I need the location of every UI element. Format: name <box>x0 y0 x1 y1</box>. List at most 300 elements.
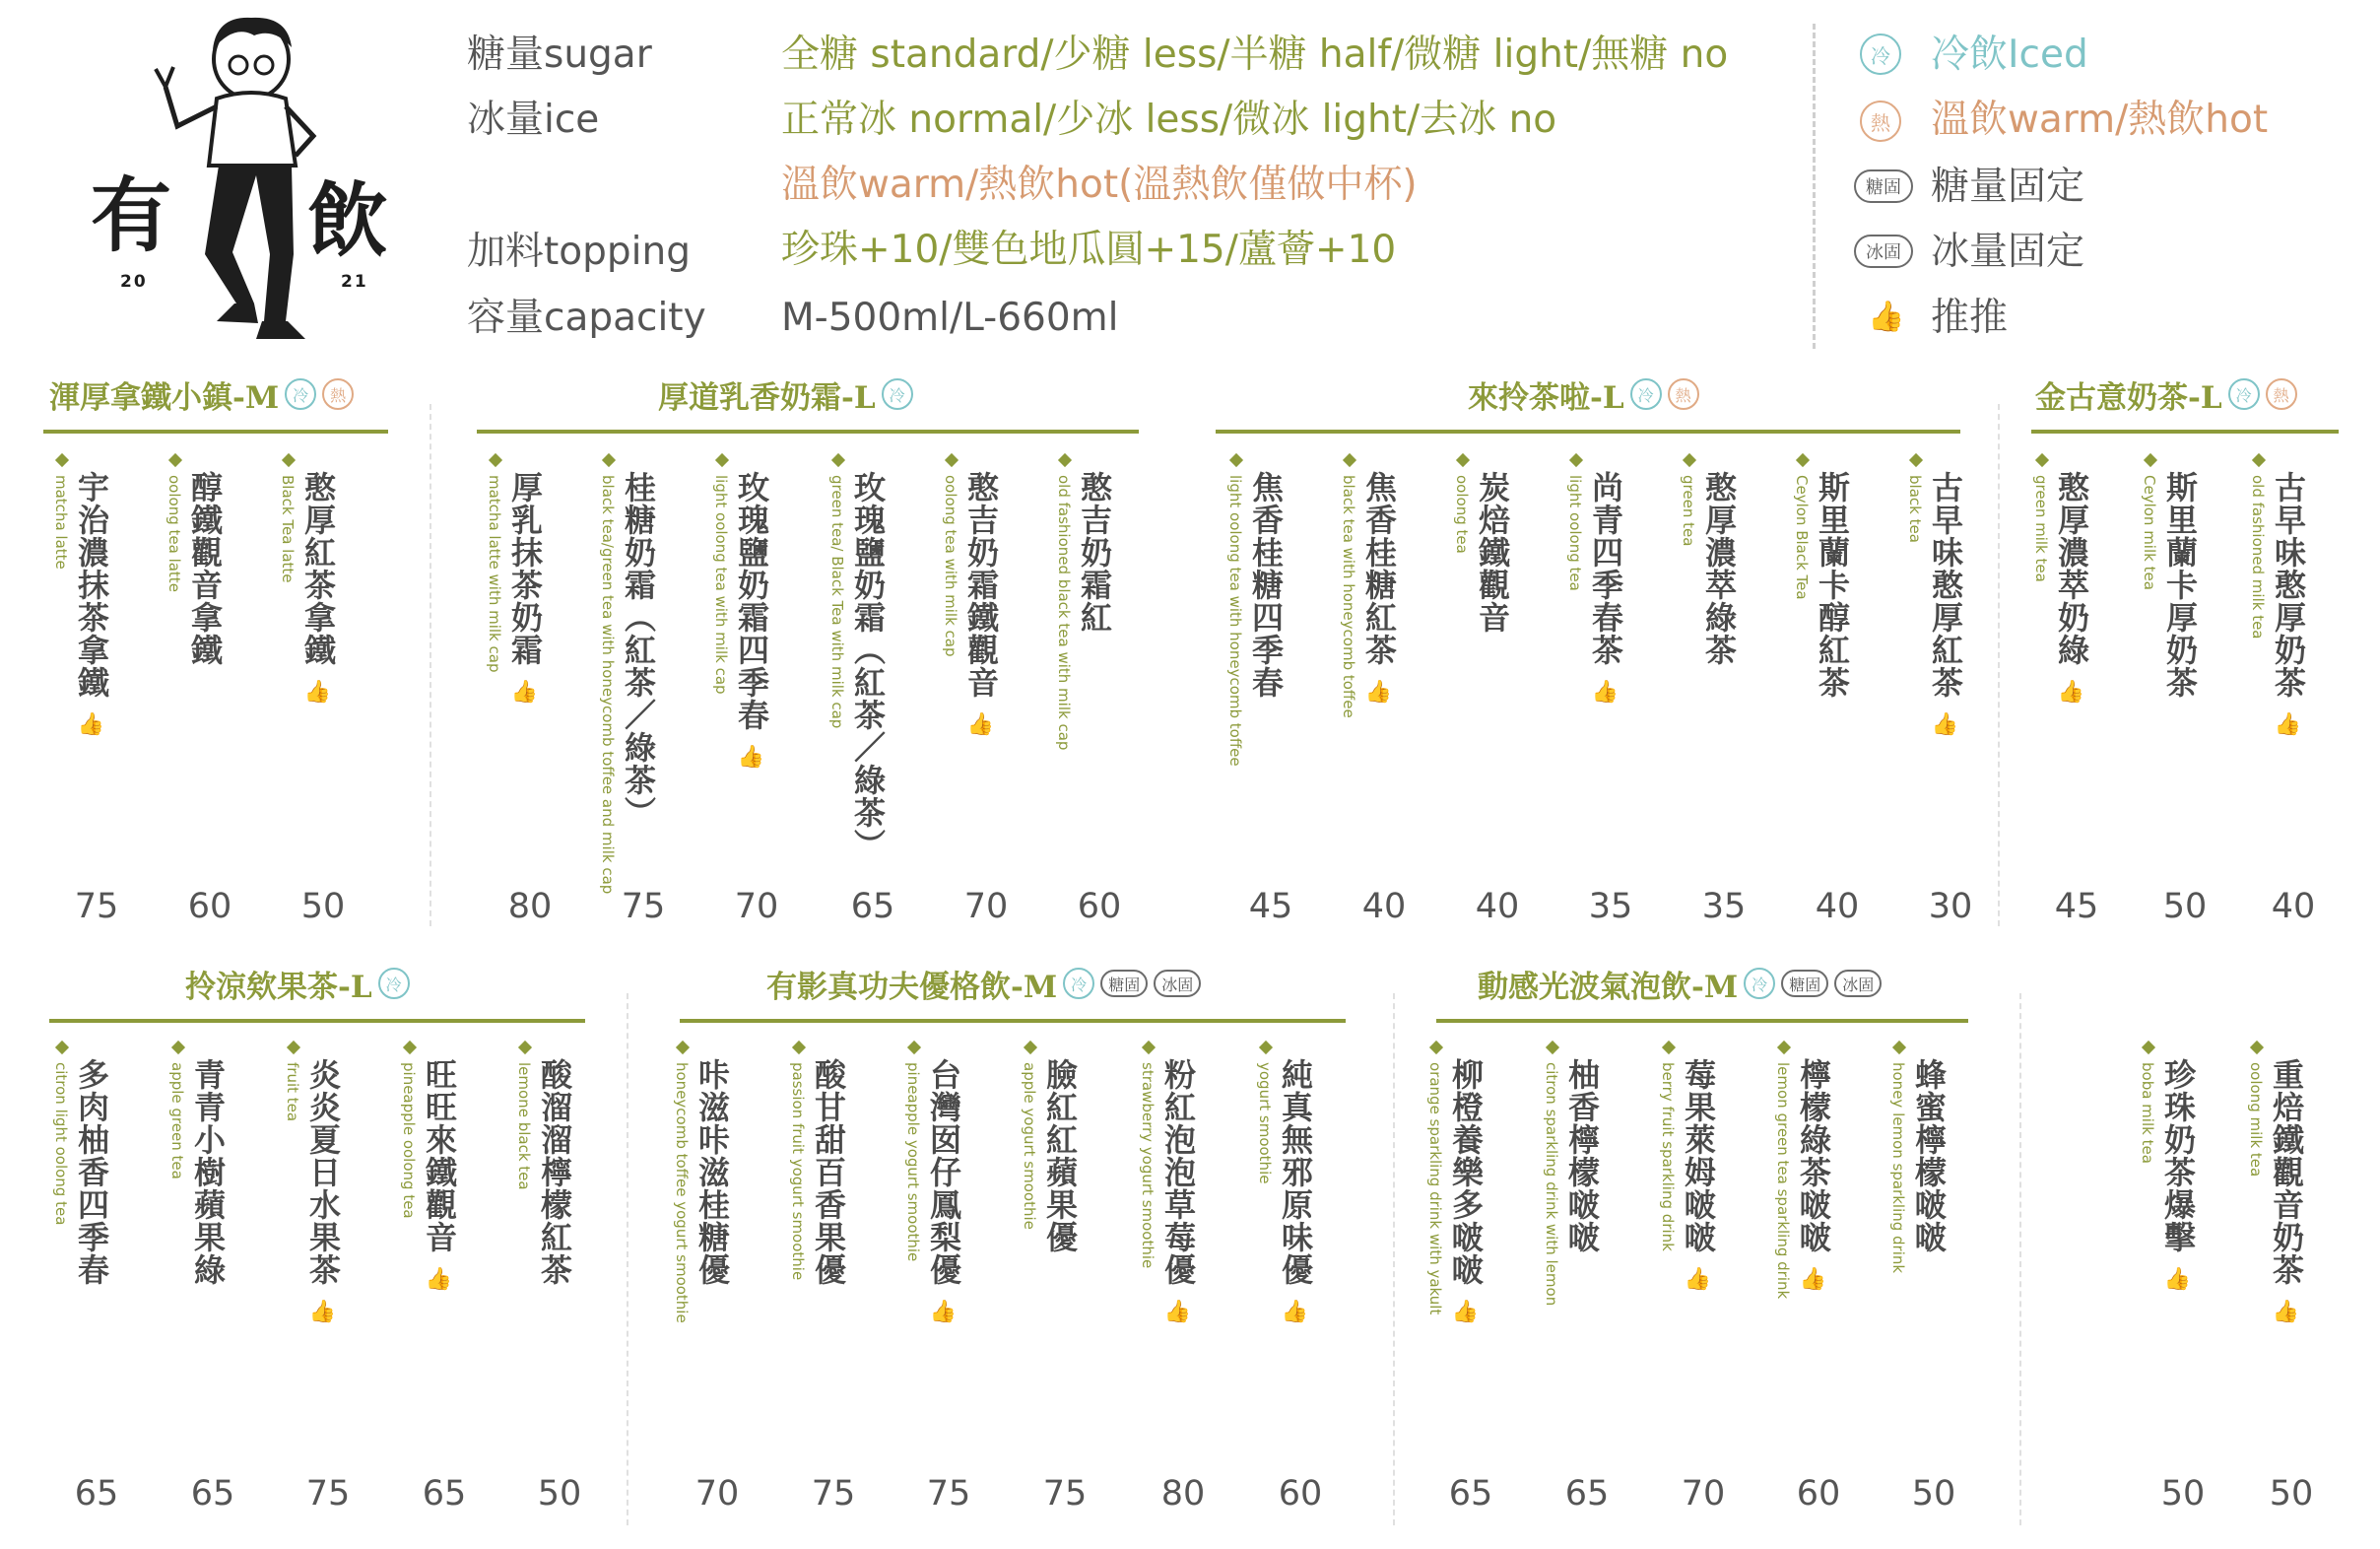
ice-fixed-icon: 冰固 <box>1834 970 1882 997</box>
bullet-icon <box>2144 453 2157 467</box>
section-rule <box>1436 1019 1968 1023</box>
menu-item <box>1773 1043 1864 1514</box>
item-chinese-name <box>1563 1058 1601 1253</box>
item-price: 50 <box>1911 1474 1956 1514</box>
item-english-name: strawberry yogurt smoothie <box>1139 1062 1157 1269</box>
menu-item <box>903 1043 994 1514</box>
bullet-icon <box>1546 1041 1559 1054</box>
item-name-text: 炎炎夏日水果茶 <box>304 1058 342 1286</box>
item-english-name: pineapple yogurt smoothie <box>904 1062 922 1262</box>
item-chinese-name <box>73 1058 110 1286</box>
bullet-icon <box>945 453 959 467</box>
item-chinese-name <box>2161 471 2199 699</box>
item-name-text: 斯里蘭卡厚奶茶 <box>2161 471 2199 699</box>
column-divider <box>2019 993 2021 1525</box>
item-english-name: honeycomb toffee yogurt smoothie <box>673 1062 691 1323</box>
info-label-capacity: 容量capacity <box>467 296 706 340</box>
cold-icon: 冷 <box>378 968 410 999</box>
bullet-icon <box>1569 453 1583 467</box>
item-name-text: 玫瑰鹽奶霜四季春 <box>733 471 770 731</box>
item-english-name: oolong tea latte <box>165 475 183 592</box>
menu-item <box>283 1043 373 1514</box>
bullet-icon <box>2035 453 2049 467</box>
item-english-name: passion fruit yogurt smoothie <box>789 1062 807 1281</box>
item-chinese-name <box>1680 1058 1717 1299</box>
item-english-name: pineapple oolong tea <box>400 1062 418 1219</box>
menu-item <box>598 455 689 926</box>
menu-item <box>399 1043 490 1514</box>
thumbs-up-icon: 👍 <box>1799 1267 1828 1292</box>
sugar-fixed-icon: 糖固 <box>1100 970 1148 997</box>
item-name-text: 台灣囡仔鳳梨優 <box>925 1058 962 1286</box>
section-rule <box>1216 430 1960 434</box>
item-english-name: lemon green tea sparkling drink <box>1774 1062 1792 1300</box>
item-name-text: 厚乳抹茶奶霜 <box>506 471 544 666</box>
thumbs-up-icon: 👍 <box>737 745 766 770</box>
bullet-icon <box>831 453 845 467</box>
item-chinese-name <box>1474 471 1511 634</box>
thumbs-up-icon: 👍 <box>2057 680 2086 705</box>
bullet-icon <box>907 1041 921 1054</box>
item-name-text: 玫瑰鹽奶霜（紅茶／綠茶） <box>849 471 887 861</box>
menu-item <box>1225 455 1316 926</box>
bullet-icon <box>489 453 502 467</box>
item-price: 70 <box>1681 1474 1726 1514</box>
thumbs-up-icon: 👍 <box>1451 1300 1481 1324</box>
section-title: 有影真功夫優格飲-M <box>766 969 1058 1005</box>
item-chinese-name <box>925 1058 962 1331</box>
item-name-text: 莓果萊姆啵啵 <box>1680 1058 1717 1253</box>
item-chinese-name <box>1447 1058 1485 1331</box>
cold-icon: 冷 <box>1860 34 1901 75</box>
item-english-name: fruit tea <box>284 1062 301 1122</box>
item-price: 60 <box>1278 1474 1323 1514</box>
bullet-icon <box>2250 1041 2264 1054</box>
item-chinese-name <box>1587 471 1624 711</box>
bullet-icon <box>1259 1041 1273 1054</box>
bullet-icon <box>2252 453 2266 467</box>
item-chinese-name <box>186 471 224 666</box>
item-price: 65 <box>850 887 895 926</box>
cold-icon: 冷 <box>882 378 913 410</box>
thumbs-up-icon: 👍 <box>1931 712 1960 737</box>
bullet-icon <box>1429 1041 1443 1054</box>
section-title: 渾厚拿鐵小鎮-M <box>49 379 280 416</box>
item-price: 60 <box>1077 887 1122 926</box>
item-name-text: 重焙鐵觀音奶茶 <box>2268 1058 2305 1286</box>
item-price: 75 <box>811 1474 856 1514</box>
item-english-name: Ceylon milk tea <box>2141 475 2158 590</box>
item-name-text: 憨吉奶霜鐵觀音 <box>962 471 1000 699</box>
item-english-name: citron light oolong tea <box>52 1062 70 1226</box>
bullet-icon <box>1892 1041 1906 1054</box>
item-name-text: 柳橙養樂多啵啵 <box>1447 1058 1485 1286</box>
bullet-icon <box>403 1041 417 1054</box>
item-price: 40 <box>2271 887 2316 926</box>
warm-icon: 熱 <box>322 378 354 410</box>
legend-sugar-fixed-label: 糖量固定 <box>1931 165 2085 209</box>
section-header-sparkling <box>1478 962 1882 1005</box>
thumbs-up-icon: 👍 <box>303 680 333 705</box>
item-chinese-name <box>1927 471 1964 744</box>
thumbs-up-icon: 👍 <box>1281 1300 1310 1324</box>
item-chinese-name <box>620 471 657 829</box>
item-english-name: berry fruit sparkling drink <box>1659 1062 1677 1251</box>
item-english-name: apple yogurt smoothie <box>1021 1062 1038 1230</box>
column-divider <box>1393 993 1395 1525</box>
menu-item <box>1138 1043 1228 1514</box>
item-english-name: black tea/green tea with honeycomb toffee and milk cap <box>599 475 617 895</box>
item-price: 70 <box>734 887 779 926</box>
item-english-name: black tea <box>1906 475 1924 543</box>
item-chinese-name <box>1159 1058 1197 1331</box>
item-name-text: 咔滋咔滋桂糖優 <box>694 1058 731 1286</box>
menu-item <box>1255 1043 1346 1514</box>
item-chinese-name <box>849 471 887 861</box>
bullet-icon <box>282 453 296 467</box>
menu-item <box>788 1043 879 1514</box>
item-price: 65 <box>1448 1474 1493 1514</box>
bullet-icon <box>715 453 729 467</box>
menu-item <box>1425 1043 1516 1514</box>
menu-item <box>1542 1043 1632 1514</box>
item-name-text: 憨厚濃萃綠茶 <box>1700 471 1738 666</box>
info-value-temp: 溫飲warm/熱飲hot(溫熱飲僅做中杯) <box>781 163 1418 207</box>
item-price: 75 <box>74 887 119 926</box>
thumbs-up-icon: 👍 <box>2272 1300 2301 1324</box>
item-chinese-name <box>2053 471 2090 711</box>
menu-item <box>2246 1043 2337 1514</box>
info-label-ice: 冰量ice <box>467 98 600 142</box>
item-price: 60 <box>1796 1474 1841 1514</box>
thumbs-up-icon: 👍 <box>2274 712 2303 737</box>
item-name-text: 尚青四季春茶 <box>1587 471 1624 666</box>
info-value-ice: 正常冰 normal/少冰 less/微冰 light/去冰 no <box>781 98 1557 142</box>
section-title: 動感光波氣泡飲-M <box>1478 969 1739 1005</box>
menu-item <box>1905 455 1996 926</box>
item-chinese-name <box>1041 1058 1079 1253</box>
menu-item <box>2248 455 2339 926</box>
brand-logo <box>79 8 414 348</box>
menu-item <box>1339 455 1429 926</box>
item-price: 45 <box>2054 887 2099 926</box>
logo-year-left: 20 <box>120 272 148 292</box>
section-header-milk-cap <box>658 372 913 416</box>
item-english-name: black tea with honeycomb toffee <box>1340 475 1357 718</box>
item-name-text: 宇治濃抹茶拿鐵 <box>73 471 110 699</box>
item-english-name: Ceylon Black Tea <box>1793 475 1811 600</box>
item-price: 40 <box>1361 887 1407 926</box>
item-chinese-name <box>1910 1058 1948 1253</box>
item-name-text: 桂糖奶霜（紅茶／綠茶） <box>620 471 657 829</box>
bullet-icon <box>602 453 616 467</box>
info-label-sugar: 糖量sugar <box>467 33 652 77</box>
menu-item <box>1658 1043 1749 1514</box>
bullet-icon <box>1909 453 1923 467</box>
menu-item <box>1452 455 1543 926</box>
item-price: 30 <box>1928 887 1973 926</box>
section-header-milk-tea <box>2035 372 2297 416</box>
item-english-name: Black Tea latte <box>279 475 297 583</box>
item-chinese-name <box>2270 471 2307 744</box>
header-divider <box>1813 24 1816 349</box>
item-price: 65 <box>74 1474 119 1514</box>
menu-item <box>2031 455 2122 926</box>
cold-icon: 冷 <box>1630 378 1662 410</box>
item-chinese-name <box>810 1058 847 1286</box>
item-english-name: green tea <box>1680 475 1697 547</box>
item-chinese-name <box>536 1058 573 1286</box>
menu-item <box>1020 1043 1110 1514</box>
legend-recommend-label: 推推 <box>1931 296 2009 340</box>
item-price: 65 <box>1564 1474 1610 1514</box>
menu-item <box>1054 455 1145 926</box>
item-english-name: old fashioned milk tea <box>2249 475 2267 640</box>
cold-icon: 冷 <box>2228 378 2260 410</box>
item-price: 50 <box>2269 1474 2314 1514</box>
item-price: 65 <box>190 1474 235 1514</box>
menu-item <box>1565 455 1656 926</box>
item-chinese-name <box>73 471 110 744</box>
info-value-sugar: 全糖 standard/少糖 less/半糖 half/微糖 light/無糖 no <box>781 33 1729 77</box>
item-english-name: apple green tea <box>168 1062 186 1179</box>
thumbs-up-icon: 👍 <box>1364 680 1394 705</box>
item-chinese-name <box>2159 1058 2197 1299</box>
warm-icon: 熱 <box>1668 378 1699 410</box>
ice-fixed-icon: 冰固 <box>1854 235 1913 268</box>
item-chinese-name <box>299 471 337 711</box>
item-chinese-name <box>694 1058 731 1286</box>
item-price: 65 <box>422 1474 467 1514</box>
menu-item <box>167 1043 258 1514</box>
item-price: 40 <box>1475 887 1520 926</box>
bullet-icon <box>792 1041 806 1054</box>
item-chinese-name <box>2268 1058 2305 1331</box>
section-rule <box>2031 430 2339 434</box>
item-chinese-name <box>1360 471 1398 711</box>
column-divider <box>1998 404 2000 926</box>
item-chinese-name <box>1247 471 1285 699</box>
item-price: 50 <box>300 887 346 926</box>
item-chinese-name <box>189 1058 227 1286</box>
menu-item <box>672 1043 762 1514</box>
item-price: 35 <box>1701 887 1747 926</box>
item-english-name: light oolong tea with honeycomb toffee <box>1226 475 1244 767</box>
item-name-text: 斯里蘭卡醇紅茶 <box>1814 471 1851 699</box>
item-name-text: 酸甘甜百香果優 <box>810 1058 847 1286</box>
menu-item <box>1792 455 1883 926</box>
item-name-text: 酸溜溜檸檬紅茶 <box>536 1058 573 1286</box>
section-rule <box>680 1019 1346 1023</box>
item-price: 40 <box>1815 887 1860 926</box>
thumbs-up-icon: 👍 <box>510 680 540 705</box>
item-price: 50 <box>2162 887 2208 926</box>
menu-item <box>278 455 368 926</box>
bullet-icon <box>287 1041 300 1054</box>
thumbs-up-icon: 👍 <box>77 712 106 737</box>
item-english-name: citron sparkling drink with lemon <box>1543 1062 1560 1307</box>
item-english-name: orange sparkling drink with yakult <box>1426 1062 1444 1315</box>
bullet-icon <box>55 1041 69 1054</box>
thumbs-up-icon: 👍 <box>425 1267 454 1292</box>
cold-icon: 冷 <box>1063 968 1094 999</box>
item-name-text: 焦香桂糖四季春 <box>1247 471 1285 699</box>
item-price: 80 <box>507 887 553 926</box>
section-header-fruit-tea <box>185 962 410 1005</box>
thumbs-up-icon: 👍 <box>929 1300 959 1324</box>
section-title: 厚道乳香奶霜-L <box>658 379 876 416</box>
thumbs-up-icon: 👍 <box>1591 680 1620 705</box>
section-rule <box>43 430 388 434</box>
item-chinese-name <box>1076 471 1113 634</box>
item-name-text: 粉紅泡泡草莓優 <box>1159 1058 1197 1286</box>
item-name-text: 青青小樹蘋果綠 <box>189 1058 227 1286</box>
cold-icon: 冷 <box>285 378 316 410</box>
legend-cold-label: 冷飲Iced <box>1931 33 2088 77</box>
item-price: 70 <box>694 1474 740 1514</box>
item-chinese-name <box>1795 1058 1832 1299</box>
menu-item <box>485 455 575 926</box>
sugar-fixed-icon: 糖固 <box>1781 970 1828 997</box>
item-name-text: 炭焙鐵觀音 <box>1474 471 1511 634</box>
legend-warm-label: 溫飲warm/熱飲hot <box>1931 98 2269 142</box>
item-name-text: 珍珠奶茶爆擊 <box>2159 1058 2197 1253</box>
menu-item <box>51 455 142 926</box>
item-name-text: 臉紅紅蘋果優 <box>1041 1058 1079 1253</box>
section-rule <box>49 1019 585 1023</box>
item-chinese-name <box>1814 471 1851 699</box>
item-english-name: matcha latte with milk cap <box>486 475 503 673</box>
item-chinese-name <box>304 1058 342 1331</box>
menu-item <box>51 1043 142 1514</box>
bullet-icon <box>1058 453 1072 467</box>
section-header-yogurt <box>766 962 1201 1005</box>
bullet-icon <box>1229 453 1243 467</box>
bullet-icon <box>1662 1041 1676 1054</box>
menu-item <box>514 1043 605 1514</box>
menu-item <box>165 455 255 926</box>
item-chinese-name <box>1277 1058 1314 1331</box>
item-name-text: 旺旺來鐵觀音 <box>421 1058 458 1253</box>
item-price: 80 <box>1160 1474 1206 1514</box>
item-english-name: oolong tea <box>1453 475 1471 554</box>
item-english-name: light oolong tea <box>1566 475 1584 591</box>
menu-item <box>1679 455 1769 926</box>
item-english-name: matcha latte <box>52 475 70 570</box>
menu-item <box>2140 455 2230 926</box>
item-price: 75 <box>621 887 666 926</box>
bullet-icon <box>1683 453 1696 467</box>
info-value-capacity: M-500ml/L-660ml <box>781 296 1119 340</box>
menu-item <box>2138 1043 2228 1514</box>
item-english-name: oolong tea with milk cap <box>942 475 959 657</box>
column-divider <box>627 993 628 1525</box>
bullet-icon <box>676 1041 690 1054</box>
menu-item <box>941 455 1031 926</box>
item-name-text: 柚香檸檬啵啵 <box>1563 1058 1601 1253</box>
item-price: 60 <box>187 887 232 926</box>
warm-icon: 熱 <box>2266 378 2297 410</box>
item-english-name: green milk tea <box>2032 475 2050 582</box>
menu-item <box>1888 1043 1979 1514</box>
item-name-text: 憨厚紅茶拿鐵 <box>299 471 337 666</box>
thumbs-up-icon: 👍 <box>1684 1267 1713 1292</box>
item-name-text: 檸檬綠茶啵啵 <box>1795 1058 1832 1253</box>
item-english-name: lemone black tea <box>515 1062 533 1190</box>
item-english-name: yogurt smoothie <box>1256 1062 1274 1184</box>
item-chinese-name <box>733 471 770 776</box>
item-name-text: 憨厚濃萃奶綠 <box>2053 471 2090 666</box>
thumbs-up-icon: 👍 <box>1868 300 1905 334</box>
ice-fixed-icon: 冰固 <box>1154 970 1201 997</box>
section-title: 金古意奶茶-L <box>2035 379 2222 416</box>
bullet-icon <box>1024 1041 1037 1054</box>
item-price: 45 <box>1248 887 1293 926</box>
bullet-icon <box>1343 453 1356 467</box>
item-name-text: 多肉柚香四季春 <box>73 1058 110 1286</box>
item-price: 35 <box>1588 887 1633 926</box>
bullet-icon <box>1796 453 1810 467</box>
item-price: 75 <box>1042 1474 1088 1514</box>
item-name-text: 憨吉奶霜紅 <box>1076 471 1113 634</box>
item-price: 75 <box>305 1474 351 1514</box>
item-english-name: oolong milk tea <box>2247 1062 2265 1178</box>
item-price: 70 <box>963 887 1009 926</box>
section-rule <box>477 430 1139 434</box>
legend-ice-fixed-label: 冰量固定 <box>1931 230 2085 274</box>
thumbs-up-icon: 👍 <box>1163 1300 1193 1324</box>
thumbs-up-icon: 👍 <box>966 712 996 737</box>
section-header-latte <box>49 372 354 416</box>
bullet-icon <box>1142 1041 1156 1054</box>
item-chinese-name <box>1700 471 1738 666</box>
item-name-text: 蜂蜜檸檬啵啵 <box>1910 1058 1948 1253</box>
bullet-icon <box>518 1041 532 1054</box>
bullet-icon <box>1777 1041 1791 1054</box>
item-name-text: 焦香桂糖紅茶 <box>1360 471 1398 666</box>
info-value-topping: 珍珠+10/雙色地瓜圓+15/蘆薈+10 <box>781 228 1397 272</box>
logo-year-right: 21 <box>341 272 368 292</box>
item-name-text: 醇鐵觀音拿鐵 <box>186 471 224 666</box>
column-divider <box>430 404 431 926</box>
item-english-name: boba milk tea <box>2139 1062 2156 1164</box>
logo-char-right: 飲 <box>307 173 389 268</box>
bullet-icon <box>55 453 69 467</box>
item-english-name: old fashioned black tea with milk cap <box>1055 475 1073 751</box>
menu-item <box>711 455 802 926</box>
item-english-name: light oolong tea with milk cap <box>712 475 730 695</box>
logo-char-left: 有 <box>91 168 172 263</box>
item-price: 50 <box>2160 1474 2206 1514</box>
sugar-fixed-icon: 糖固 <box>1854 169 1913 203</box>
cold-icon: 冷 <box>1744 968 1775 999</box>
item-chinese-name <box>962 471 1000 744</box>
section-title: 拎涼欸果茶-L <box>185 969 372 1005</box>
bullet-icon <box>171 1041 185 1054</box>
thumbs-up-icon: 👍 <box>308 1300 338 1324</box>
thumbs-up-icon: 👍 <box>2163 1267 2193 1292</box>
menu-item <box>827 455 918 926</box>
item-english-name: green tea/ Black Tea with milk cap <box>828 475 846 729</box>
item-chinese-name <box>421 1058 458 1299</box>
item-price: 75 <box>926 1474 971 1514</box>
section-header-tea <box>1468 372 1699 416</box>
item-price: 50 <box>537 1474 582 1514</box>
bullet-icon <box>2142 1041 2155 1054</box>
section-title: 來拎茶啦-L <box>1468 379 1624 416</box>
warm-icon: 熱 <box>1860 101 1901 142</box>
bullet-icon <box>168 453 182 467</box>
